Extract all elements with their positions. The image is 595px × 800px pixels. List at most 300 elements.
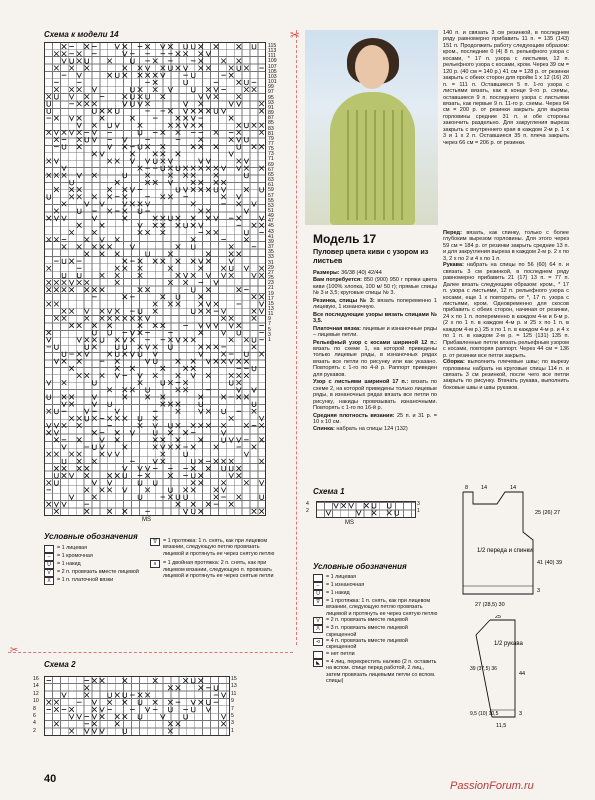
garter-stitch-mark <box>100 678 105 683</box>
row-number: 107 <box>268 63 277 70</box>
garter-stitch-mark <box>100 109 105 114</box>
garter-stitch-mark <box>69 87 74 92</box>
garter-stitch-mark <box>54 209 59 214</box>
decrease-mark <box>130 352 135 357</box>
yarn-over-mark <box>184 223 188 228</box>
garter-stitch-mark <box>161 323 166 328</box>
garter-stitch-mark <box>244 395 249 400</box>
garter-stitch-mark <box>237 473 242 478</box>
garter-stitch-mark <box>138 423 143 428</box>
garter-stitch-mark <box>138 166 143 171</box>
row-number: 59 <box>268 187 274 194</box>
row-number: 23 <box>268 280 274 287</box>
garter-stitch-mark <box>85 280 90 285</box>
yarn-over-mark <box>260 187 264 192</box>
garter-stitch-mark <box>244 87 249 92</box>
garter-stitch-mark <box>221 459 226 464</box>
garter-stitch-mark <box>107 509 112 514</box>
garter-stitch-mark <box>92 416 97 421</box>
garter-stitch-mark <box>92 707 97 712</box>
garter-stitch-mark <box>214 173 219 178</box>
yarn-over-mark <box>146 252 150 257</box>
garter-stitch-mark <box>161 194 166 199</box>
garter-stitch-mark <box>85 373 90 378</box>
decrease-mark <box>92 395 97 400</box>
yarn-over-mark <box>184 495 188 500</box>
row-number: 77 <box>268 140 274 147</box>
row-number: 1 <box>417 508 420 515</box>
garter-stitch-mark <box>161 230 166 235</box>
garter-stitch-mark <box>199 209 204 214</box>
front-back-pattern <box>445 482 585 612</box>
garter-stitch-mark <box>176 402 181 407</box>
garter-stitch-mark <box>237 373 242 378</box>
garter-stitch-mark <box>85 316 90 321</box>
garter-stitch-mark <box>161 159 166 164</box>
decrease-mark <box>145 466 150 471</box>
row-number: 99 <box>268 84 274 91</box>
garter-stitch-mark <box>214 445 219 450</box>
decrease-mark <box>237 387 242 392</box>
yarn-over-mark <box>70 180 74 185</box>
garter-stitch-mark <box>199 266 204 271</box>
garter-stitch-mark <box>77 130 82 135</box>
decrease-mark <box>77 123 82 128</box>
row-number: 5 <box>268 326 271 333</box>
garter-stitch-mark <box>54 87 59 92</box>
yarn-over-mark <box>146 94 150 99</box>
garter-stitch-mark <box>191 502 196 507</box>
garter-stitch-mark <box>214 166 219 171</box>
garter-stitch-mark <box>244 166 249 171</box>
garter-stitch-mark <box>62 280 67 285</box>
garter-stitch-mark <box>259 437 264 442</box>
yarn-over-mark <box>47 194 51 199</box>
decrease-mark <box>92 714 97 719</box>
garter-stitch-mark <box>77 187 82 192</box>
decrease-mark <box>92 137 97 142</box>
garter-stitch-mark <box>161 144 166 149</box>
garter-stitch-mark <box>92 194 97 199</box>
garter-stitch-mark <box>62 395 67 400</box>
legend-right-item: ⊲ = 4 п. провязать вместе лицевой скрещенной <box>313 638 438 651</box>
garter-stitch-mark <box>168 266 173 271</box>
decrease-mark <box>145 359 150 364</box>
yarn-over-mark <box>55 473 59 478</box>
sleeve-measure-length: 44 <box>519 671 526 677</box>
garter-stitch-mark <box>229 244 234 249</box>
row-number: 11 <box>231 690 237 697</box>
row-number: 43 <box>268 228 274 235</box>
garter-stitch-mark <box>77 194 82 199</box>
garter-stitch-mark <box>138 94 143 99</box>
garter-stitch-mark <box>100 287 105 292</box>
row-number: 61 <box>268 182 274 189</box>
garter-stitch-mark <box>191 488 196 493</box>
garter-stitch-mark <box>107 700 112 705</box>
garter-stitch-mark <box>191 223 196 228</box>
row-number: 65 <box>268 171 274 178</box>
garter-stitch-mark <box>191 202 196 207</box>
garter-stitch-mark <box>47 280 52 285</box>
sleeve-measure-rib: 3 <box>519 711 523 717</box>
decrease-mark <box>229 101 234 106</box>
model-paragraph: Рельефный узор с косами шириной 12 п.: вязать по схеме 1, на которой приведены только лицевые ряды, в изнаночных рядах вязать все петли по рисунку или как указано. Повторять с 1-го по 4-й р. Раппорт приведен для рукавов. <box>313 339 437 378</box>
garter-stitch-mark <box>191 173 196 178</box>
garter-stitch-mark <box>168 109 173 114</box>
decrease-mark <box>229 473 234 478</box>
garter-stitch-mark <box>54 700 59 705</box>
garter-stitch-mark <box>85 685 90 690</box>
decrease-mark <box>107 144 112 149</box>
garter-stitch-mark <box>153 302 158 307</box>
garter-stitch-mark <box>85 94 90 99</box>
garter-stitch-mark <box>183 166 188 171</box>
garter-stitch-mark <box>214 230 219 235</box>
row-number: 75 <box>268 146 274 153</box>
garter-stitch-mark <box>153 678 158 683</box>
garter-stitch-mark <box>183 366 188 371</box>
garter-stitch-mark <box>176 116 181 121</box>
decrease-mark <box>191 116 196 121</box>
decrease-mark <box>77 173 82 178</box>
garter-stitch-mark <box>237 359 242 364</box>
garter-stitch-mark <box>206 373 211 378</box>
garter-stitch-mark <box>77 59 82 64</box>
decrease-mark <box>153 459 158 464</box>
garter-stitch-mark <box>229 116 234 121</box>
garter-stitch-mark <box>138 345 143 350</box>
decrease-mark <box>69 130 74 135</box>
decrease-mark <box>229 151 234 156</box>
decrease-mark <box>85 729 90 734</box>
decrease-mark <box>123 488 128 493</box>
scheme1-title: Схема 1 <box>313 487 345 496</box>
decrease-mark <box>47 380 52 385</box>
legend-right-item: = 1 лицевая <box>313 574 438 582</box>
garter-stitch-mark <box>77 116 82 121</box>
garter-stitch-mark <box>69 194 74 199</box>
yarn-over-mark <box>62 352 66 357</box>
yarn-over-mark <box>199 402 203 407</box>
row-number: 4 <box>33 720 36 727</box>
garter-stitch-mark <box>199 101 204 106</box>
decrease-mark <box>100 707 105 712</box>
garter-stitch-mark <box>77 87 82 92</box>
garter-stitch-mark <box>191 480 196 485</box>
garter-stitch-mark <box>221 721 226 726</box>
legend-left-item: U = 1 накид <box>44 561 144 569</box>
yarn-over-mark <box>138 130 142 135</box>
garter-stitch-mark <box>229 459 234 464</box>
yarn-over-mark <box>252 402 256 407</box>
stitch-symbol: ∇ <box>313 598 323 606</box>
decrease-mark <box>221 330 226 335</box>
garter-stitch-mark <box>199 509 204 514</box>
garter-stitch-mark <box>47 330 52 335</box>
yarn-over-mark <box>245 173 249 178</box>
decrease-mark <box>229 437 234 442</box>
garter-stitch-mark <box>130 337 135 342</box>
decrease-mark <box>130 159 135 164</box>
decrease-mark <box>92 480 97 485</box>
model-paragraph: Средняя плотность вязания: 25 п. и 31 р. = 10 х 10 см. <box>313 412 437 425</box>
decrease-mark <box>100 437 105 442</box>
garter-stitch-mark <box>100 316 105 321</box>
yarn-over-mark <box>93 380 97 385</box>
yarn-over-mark <box>184 80 188 85</box>
garter-stitch-mark <box>161 223 166 228</box>
yarn-over-mark <box>131 101 135 106</box>
garter-stitch-mark <box>138 202 143 207</box>
garter-stitch-mark <box>176 359 181 364</box>
garter-stitch-mark <box>259 459 264 464</box>
decrease-mark <box>92 130 97 135</box>
garter-stitch-mark <box>77 437 82 442</box>
decrease-mark <box>47 423 52 428</box>
garter-stitch-mark <box>183 173 188 178</box>
measure-body: 41 (40) 39 <box>537 560 563 566</box>
garter-stitch-mark <box>199 294 204 299</box>
decrease-mark <box>69 473 74 478</box>
model-paragraph: Платочная вязка: лицевые и изнаночные ряды – лицевые петли. <box>313 325 437 339</box>
decrease-mark <box>237 194 242 199</box>
model-paragraph: Все последующие узоры вязать спицами № 3,5. <box>313 311 437 325</box>
stitch-symbol: V <box>313 617 323 625</box>
garter-stitch-mark <box>138 73 143 78</box>
decrease-mark <box>176 337 181 342</box>
yarn-over-mark <box>214 685 218 690</box>
garter-stitch-mark <box>176 387 181 392</box>
garter-stitch-mark <box>176 373 181 378</box>
decrease-mark <box>130 244 135 249</box>
garter-stitch-mark <box>54 66 59 71</box>
garter-stitch-mark <box>229 252 234 257</box>
garter-stitch-mark <box>92 337 97 342</box>
garter-stitch-mark <box>77 466 82 471</box>
legend-right-item: Λ = 3 п. провязать вместе лицевой скрещенной <box>313 625 438 638</box>
yarn-over-mark <box>237 144 241 149</box>
garter-stitch-mark <box>206 209 211 214</box>
garter-stitch-mark <box>237 287 242 292</box>
garter-stitch-mark <box>199 678 204 683</box>
garter-stitch-mark <box>77 244 82 249</box>
garter-stitch-mark <box>229 73 234 78</box>
yarn-over-mark <box>55 94 59 99</box>
garter-stitch-mark <box>206 109 211 114</box>
decrease-mark <box>199 352 204 357</box>
row-number: 8 <box>33 705 36 712</box>
decrease-mark <box>85 309 90 314</box>
garter-stitch-mark <box>161 402 166 407</box>
garter-symbol: X <box>44 577 54 585</box>
garter-stitch-mark <box>252 345 257 350</box>
garter-stitch-mark <box>47 409 52 414</box>
garter-stitch-mark <box>206 502 211 507</box>
scheme2-chart <box>44 676 230 736</box>
garter-stitch-mark <box>221 59 226 64</box>
garter-stitch-mark <box>77 452 82 457</box>
garter-stitch-mark <box>92 287 97 292</box>
decrease-mark <box>357 510 362 515</box>
slip-symbol: ∇ <box>150 538 160 546</box>
garter-stitch-mark <box>62 380 67 385</box>
garter-stitch-mark <box>47 430 52 435</box>
garter-stitch-mark <box>237 123 242 128</box>
garter-stitch-mark <box>107 59 112 64</box>
yarn-over-mark <box>108 330 112 335</box>
decrease-mark <box>100 237 105 242</box>
yarn-over-mark <box>85 416 89 421</box>
garter-stitch-mark <box>183 387 188 392</box>
double-slip-symbol: ∧ <box>150 560 160 568</box>
garter-stitch-mark <box>161 130 166 135</box>
yarn-over-mark <box>123 345 127 350</box>
garter-stitch-mark <box>191 216 196 221</box>
garter-stitch-mark <box>237 130 242 135</box>
garter-stitch-mark <box>191 180 196 185</box>
garter-stitch-mark <box>107 244 112 249</box>
yarn-over-mark <box>115 73 119 78</box>
legend-right-item: ∇ = 1 протяжка: 1 п. снять, как при лицевом вязании, следующую петлю провязать лицевой и протянуть ее через снятую петлю <box>313 598 438 617</box>
garter-stitch-mark <box>199 109 204 114</box>
garter-stitch-mark <box>229 373 234 378</box>
yarn-over-mark <box>47 101 51 106</box>
row-number: 15 <box>268 300 274 307</box>
garter-stitch-mark <box>115 721 120 726</box>
garter-stitch-mark <box>259 423 264 428</box>
row-number: 10 <box>33 698 39 705</box>
yarn-over-mark <box>131 87 135 92</box>
garter-stitch-mark <box>244 373 249 378</box>
row-number: 53 <box>268 202 274 209</box>
garter-stitch-mark <box>237 466 242 471</box>
garter-stitch-mark <box>244 423 249 428</box>
garter-stitch-mark <box>47 130 52 135</box>
model-paragraph: Вам потребуется: 850 (900) 950 г пряжи цвета киви (100% хлопка, 100 м/ 50 г); прямые спицы № 3 и 3,5; круговые спицы № 3. <box>313 277 438 297</box>
garter-stitch-mark <box>183 116 188 121</box>
garter-stitch-mark <box>153 80 158 85</box>
garter-stitch-mark <box>221 180 226 185</box>
garter-stitch-mark <box>176 445 181 450</box>
decrease-mark <box>85 352 90 357</box>
row-number: 69 <box>268 161 274 168</box>
garter-stitch-mark <box>107 488 112 493</box>
garter-stitch-mark <box>199 309 204 314</box>
scheme2-symbols <box>45 677 229 735</box>
garter-stitch-mark <box>168 700 173 705</box>
decrease-mark <box>244 266 249 271</box>
decrease-mark <box>252 273 257 278</box>
garter-stitch-mark <box>221 266 226 271</box>
garter-stitch-mark <box>100 223 105 228</box>
garter-stitch-mark <box>107 387 112 392</box>
garter-stitch-mark <box>47 480 52 485</box>
garter-stitch-mark <box>54 437 59 442</box>
garter-stitch-mark <box>92 123 97 128</box>
yarn-over-mark <box>191 287 195 292</box>
legend-right-list <box>313 574 438 684</box>
garter-stitch-mark <box>161 94 166 99</box>
legend-left-item: = 1 лицевая <box>44 545 144 553</box>
decrease-mark <box>349 503 354 508</box>
garter-stitch-mark <box>54 237 59 242</box>
decrease-mark <box>107 452 112 457</box>
garter-stitch-mark <box>77 352 82 357</box>
decrease-mark <box>54 359 59 364</box>
garter-stitch-mark <box>47 287 52 292</box>
stitch-symbol: ◣ <box>313 659 323 667</box>
yarn-over-mark <box>85 137 89 142</box>
decrease-mark <box>69 280 74 285</box>
garter-stitch-mark <box>153 87 158 92</box>
page-number: 40 <box>44 773 57 785</box>
decrease-mark <box>199 159 204 164</box>
decrease-mark <box>214 323 219 328</box>
scheme14-title: Схема к модели 14 <box>44 30 119 39</box>
garter-stitch-mark <box>341 503 346 508</box>
decrease-mark <box>138 101 143 106</box>
legend-right-item: V = 2 п. провязать вместе лицевой <box>313 617 438 625</box>
decrease-mark <box>199 259 204 264</box>
decrease-mark <box>221 109 226 114</box>
garter-stitch-mark <box>168 721 173 726</box>
scheme14-ms-label: MS <box>142 517 151 523</box>
garter-stitch-mark <box>123 187 128 192</box>
yarn-over-mark <box>123 473 127 478</box>
garter-stitch-mark <box>62 359 67 364</box>
decrease-mark <box>237 137 242 142</box>
garter-stitch-mark <box>107 194 112 199</box>
yarn-over-mark <box>55 345 59 350</box>
garter-stitch-mark <box>161 437 166 442</box>
row-number: 83 <box>268 125 274 132</box>
garter-stitch-mark <box>168 430 173 435</box>
garter-stitch-mark <box>107 323 112 328</box>
yarn-over-mark <box>245 137 249 142</box>
decrease-mark <box>92 87 97 92</box>
legend-left-item: ∧ = 1 двойная протяжка: 2 п. снять, как при лицевом вязании, следующую п. провязать лицевой и протянуть ее через снятые петли <box>150 560 280 579</box>
decrease-mark <box>161 714 166 719</box>
yarn-over-mark <box>138 144 142 149</box>
garter-stitch-mark <box>77 144 82 149</box>
yarn-over-mark <box>115 109 119 114</box>
decrease-mark <box>92 700 97 705</box>
front-sleeve-instructions <box>443 230 569 391</box>
yarn-over-mark <box>176 166 180 171</box>
decrease-mark <box>138 223 143 228</box>
decrease-mark <box>92 402 97 407</box>
garter-stitch-mark <box>92 495 97 500</box>
garter-stitch-mark <box>85 237 90 242</box>
garter-stitch-mark <box>92 151 97 156</box>
decrease-mark <box>145 707 150 712</box>
garter-stitch-mark <box>145 473 150 478</box>
decrease-mark <box>183 101 188 106</box>
garter-stitch-mark <box>176 502 181 507</box>
garter-stitch-mark <box>199 345 204 350</box>
yarn-over-mark <box>62 259 66 264</box>
decrease-mark <box>206 51 211 56</box>
row-number: 79 <box>268 135 274 142</box>
garter-stitch-mark <box>252 144 257 149</box>
garter-stitch-mark <box>77 459 82 464</box>
yarn-over-mark <box>131 94 135 99</box>
garter-stitch-mark <box>85 693 90 698</box>
garter-stitch-mark <box>107 159 112 164</box>
decrease-mark <box>326 510 331 515</box>
decrease-mark <box>115 123 120 128</box>
